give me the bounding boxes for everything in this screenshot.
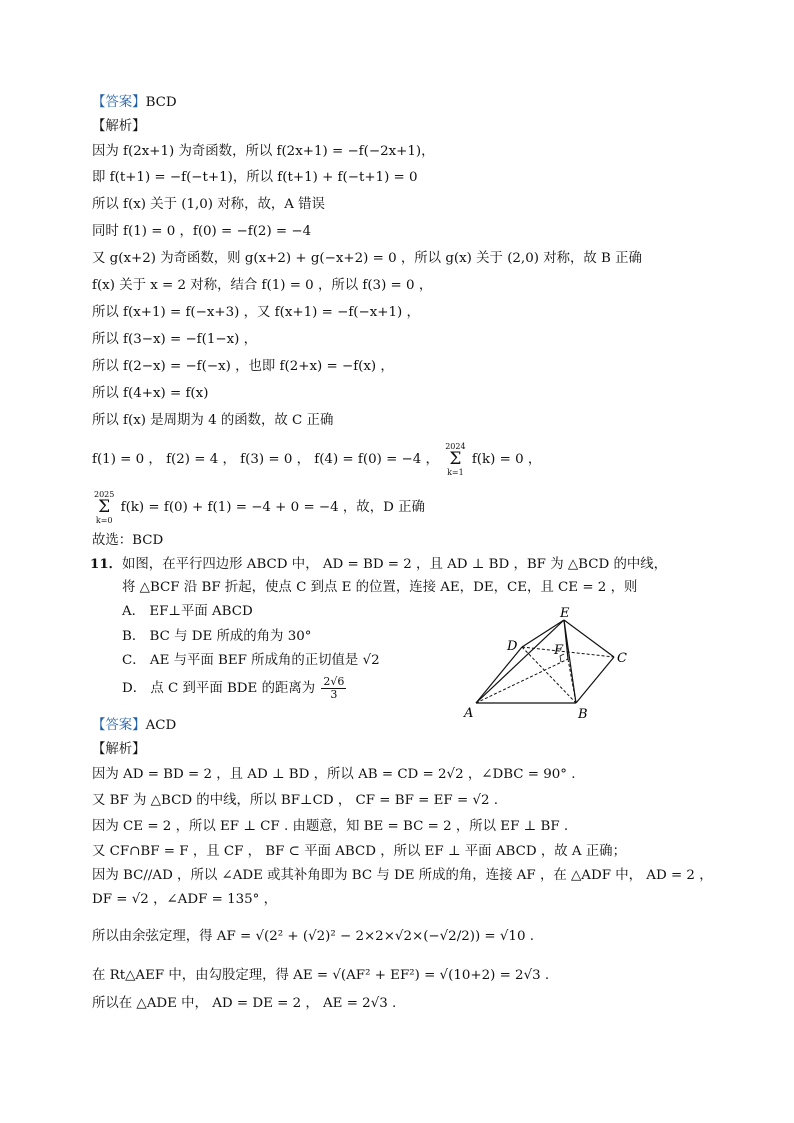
solution-line: DF = √2 ，∠ADF = 135° ， bbox=[92, 892, 278, 907]
analysis-tag: 【解析】 bbox=[92, 119, 146, 134]
solution-line: 所以 f(2−x) = −f(−x) ，也即 f(2+x) = −f(x) ， bbox=[92, 359, 394, 374]
solution-line: 所以 f(4+x) = f(x) bbox=[92, 386, 209, 401]
sum-lower-limit: k=0 bbox=[95, 516, 113, 525]
values-line bbox=[92, 442, 541, 477]
solution-line: 即 f(t+1) = −f(−t+1)，所以 f(t+1) + f(−t+1) = 0 bbox=[92, 170, 418, 185]
solution-line: 同时 f(1) = 0 ，f(0) = −f(2) = −4 bbox=[92, 224, 312, 239]
answer-value: ACD bbox=[145, 718, 177, 733]
solution-line: 所以在 △ADE 中， AD = DE = 2 ， AE = 2√3 . bbox=[92, 996, 397, 1011]
question-number: 11． bbox=[90, 556, 123, 572]
summation-symbol bbox=[445, 442, 465, 477]
option-c: C． AE 与平面 BEF 所成角的正切值是 √2 bbox=[122, 653, 380, 668]
fraction-numerator: 2√6 bbox=[323, 675, 345, 688]
answer-value: BCD bbox=[145, 95, 177, 110]
label-e: E bbox=[560, 606, 570, 621]
sigma-icon: Σ bbox=[449, 449, 462, 469]
edge-bc bbox=[576, 657, 614, 703]
sum-expression: f(k) = 0 ， bbox=[471, 452, 542, 467]
label-a: A bbox=[464, 706, 474, 720]
solution-line: 又 BF 为 △BCD 的中线，所以 BF⊥CD ， CF = BF = EF = √2 . bbox=[92, 793, 499, 808]
sum-upper-limit: 2024 bbox=[445, 442, 466, 451]
values-text: f(1) = 0 ， f(2) = 4 ， f(3) = 0 ， f(4) = f(0) = −4 ， bbox=[92, 452, 439, 467]
option-a: A． EF⊥平面 ABCD bbox=[122, 604, 253, 619]
solution-line: 因为 CE = 2 ，所以 EF ⊥ CF . 由题意，知 BE = BC = 2 ，所以 EF ⊥ BF . bbox=[92, 819, 569, 834]
answer-line-1 bbox=[92, 94, 177, 112]
question-stem-1: 如图，在平行四边形 ABCD 中， AD = BD = 2 ，且 AD ⊥ BD ，BF 为 △BCD 的中线， bbox=[122, 557, 668, 572]
fraction-denominator: 3 bbox=[330, 688, 338, 701]
option-d bbox=[122, 676, 348, 701]
fraction bbox=[321, 676, 346, 701]
choice-line: 故选：BCD bbox=[92, 533, 164, 548]
label-d: D bbox=[507, 639, 518, 654]
solution-line: 因为 BC//AD ，所以 ∠ADE 或其补角即为 BC 与 DE 所成的角，连接 AF ，在 △ADF 中， AD = 2 ， bbox=[92, 868, 713, 883]
solution-line: 所以 f(x) 是周期为 4 的函数，故 C 正确 bbox=[92, 413, 334, 428]
solution-line: 因为 f(2x+1) 为奇函数，所以 f(2x+1) = −f(−2x+1)， bbox=[92, 144, 435, 159]
solution-line: f(x) 关于 x = 2 对称，结合 f(1) = 0 ，所以 f(3) = 0 ， bbox=[92, 278, 433, 293]
option-d-text: D． 点 C 到平面 BDE 的距离为 bbox=[122, 681, 316, 696]
solution-line: 又 g(x+2) 为奇函数，则 g(x+2) + g(−x+2) = 0 ，所以 g(x) 关于 (2,0) 对称，故 B 正确 bbox=[92, 251, 642, 266]
question-11-stem bbox=[90, 555, 667, 574]
summation-symbol bbox=[94, 490, 114, 525]
sum-expression: f(k) = f(0) + f(1) = −4 + 0 = −4 ，故，D 正确 bbox=[120, 500, 425, 515]
edge-ae bbox=[476, 620, 564, 703]
solution-line: 所以 f(x) 关于 (1,0) 对称，故，A 错误 bbox=[92, 197, 325, 212]
solution-line: 又 CF∩BF = F ，且 CF ， BF ⊂ 平面 ABCD ，所以 EF ⊥ 平面 ABCD ，故 A 正确； bbox=[92, 844, 626, 859]
geometry-figure bbox=[462, 606, 632, 720]
solution-line: 在 Rt△AEF 中，由勾股定理，得 AE = √(AF² + EF²) = √(10+2) = 2√3 . bbox=[92, 968, 550, 983]
label-f: F bbox=[554, 643, 564, 658]
solution-line: 因为 AD = BD = 2 ，且 AD ⊥ BD ，所以 AB = CD = 2√2 ，∠DBC = 90° . bbox=[92, 767, 576, 782]
analysis-tag: 【解析】 bbox=[92, 742, 146, 757]
edge-ad bbox=[476, 647, 522, 703]
solution-line: 所以 f(3−x) = −f(1−x) ， bbox=[92, 332, 258, 347]
solution-line: 所以 f(x+1) = f(−x+3) ，又 f(x+1) = −f(−x+1) ， bbox=[92, 305, 420, 320]
option-b: B． BC 与 DE 所成的角为 30° bbox=[122, 629, 312, 644]
sum-upper-limit: 2025 bbox=[94, 490, 115, 499]
question-stem-2: 将 △BCF 沿 BF 折起，使点 C 到点 E 的位置，连接 AE，DE，CE，且 CE = 2 ，则 bbox=[122, 580, 638, 595]
sum-lower-limit: k=1 bbox=[447, 468, 464, 477]
cosine-law-line: 所以由余弦定理，得 AF = √(2² + (√2)² − 2×2×√2×(−√2/2)) = √10 . bbox=[92, 929, 534, 944]
sigma-icon: Σ bbox=[98, 497, 111, 517]
sum-line-2 bbox=[92, 490, 425, 525]
label-c: C bbox=[617, 651, 627, 666]
answer-tag: 【答案】 bbox=[92, 95, 146, 110]
answer-tag: 【答案】 bbox=[92, 718, 146, 733]
label-b: B bbox=[578, 707, 588, 720]
edge-ec bbox=[564, 620, 614, 657]
answer-line-2 bbox=[92, 717, 176, 735]
